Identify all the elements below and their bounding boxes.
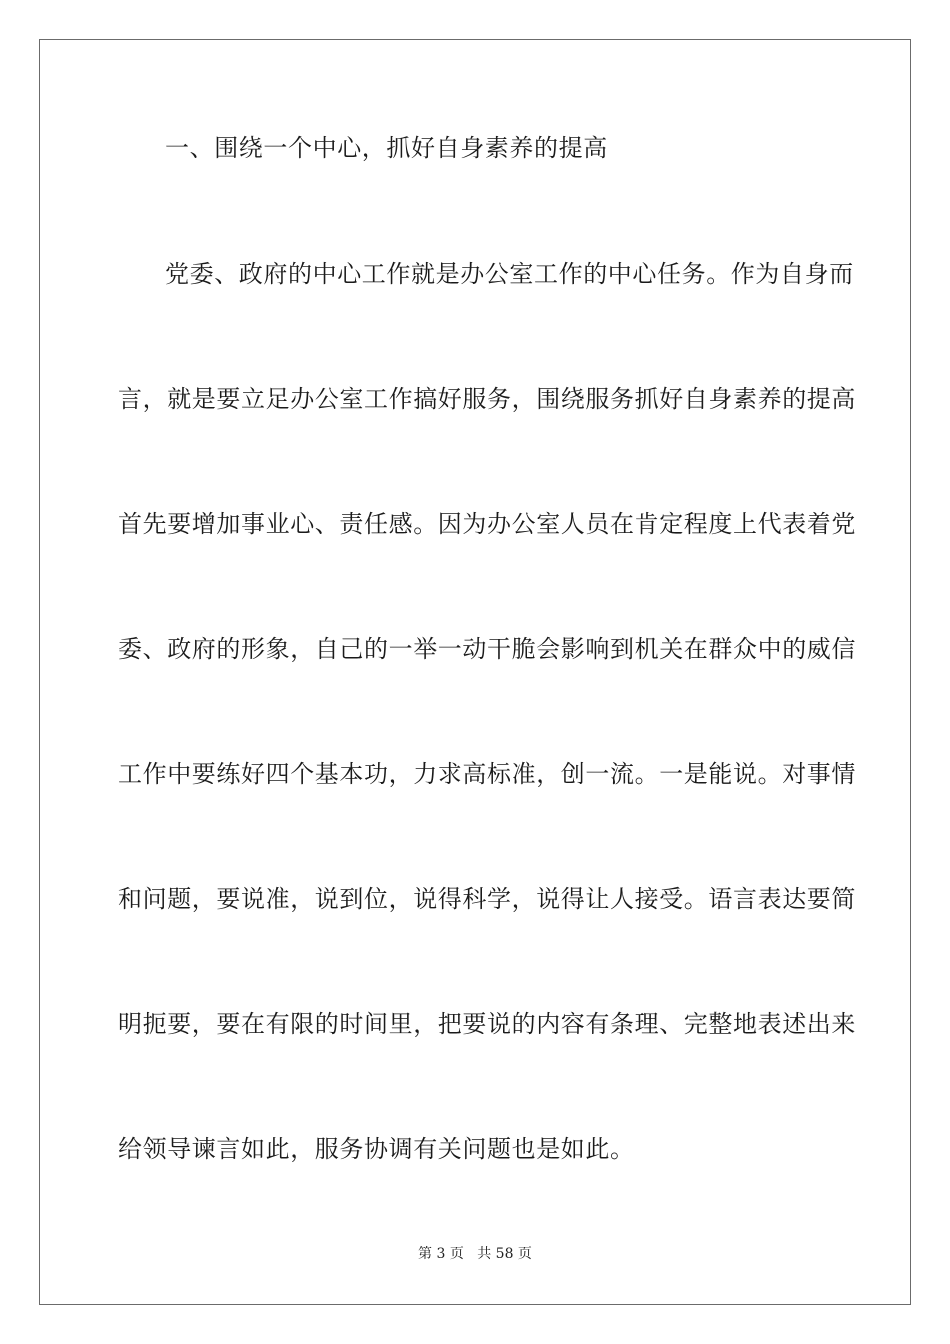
paragraph-line: 明扼要，要在有限的时间里，把要说的内容有条理、完整地表述出来 xyxy=(118,1010,856,1038)
page-total: 共 58 页 xyxy=(477,1246,532,1262)
page-footer xyxy=(0,1244,950,1264)
section-heading: 一、围绕一个中心，抓好自身素养的提高 xyxy=(165,134,608,162)
page-number: 第 3 页 xyxy=(418,1246,464,1262)
paragraph-line: 言，就是要立足办公室工作搞好服务，围绕服务抓好自身素养的提高 xyxy=(118,385,856,413)
paragraph-line: 首先要增加事业心、责任感。因为办公室人员在肯定程度上代表着党 xyxy=(118,510,856,538)
paragraph-line: 工作中要练好四个基本功，力求高标准，创一流。一是能说。对事情 xyxy=(118,760,856,788)
page-border xyxy=(39,39,911,1305)
paragraph-line: 委、政府的形象，自己的一举一动干脆会影响到机关在群众中的威信 xyxy=(118,635,856,663)
paragraph-line: 和问题，要说准，说到位，说得科学，说得让人接受。语言表达要简 xyxy=(118,885,856,913)
paragraph-line: 给领导谏言如此，服务协调有关问题也是如此。 xyxy=(118,1135,635,1163)
paragraph-line: 党委、政府的中心工作就是办公室工作的中心任务。作为自身而 xyxy=(165,260,854,288)
